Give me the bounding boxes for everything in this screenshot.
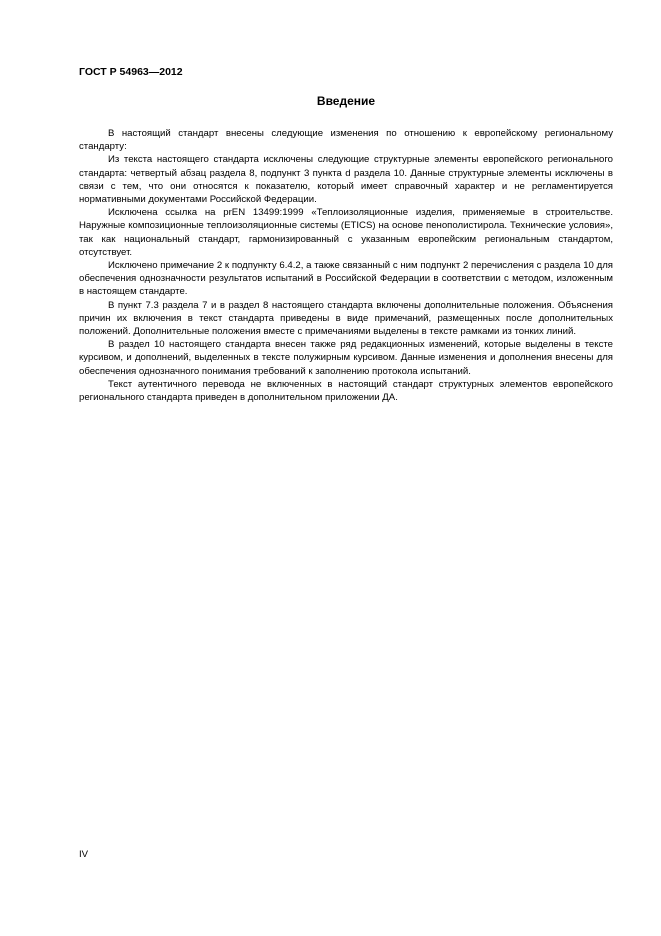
- paragraph: Исключено примечание 2 к подпункту 6.4.2, а также связанный с ним подпункт 2 перечисления с раздела 10 для обеспечения однозначности результатов испытаний в Российской Федерации в соответствии с методом, изложенным в настоящем стандарте.: [79, 260, 613, 298]
- paragraph: Из текста настоящего стандарта исключены следующие структурные элементы европейского регионального стандарта: четвертый абзац раздела 8, подпункт 3 пункта d раздела 10. Данные структурные элементы исключены в связи с тем, что они относятся к показателю, который имеет справочный характер и не регламентируется нормативными документами Российской Федерации.: [79, 154, 613, 206]
- document-code: ГОСТ Р 54963—2012: [79, 66, 183, 78]
- page-title: Введение: [316, 94, 376, 108]
- paragraph: В пункт 7.3 раздела 7 и в раздел 8 настоящего стандарта включены дополнительные положения. Объяснения причин их включения в текст стандарта приведены в виде примечаний, размещенных после дополнительных положений. Дополнительные положения вместе с примечаниями выделены в тексте рамками из тонких линий.: [79, 299, 613, 338]
- paragraph: Исключена ссылка на prEN 13499:1999 «Теплоизоляционные изделия, применяемые в строительстве. Наружные композиционные теплоизоляционные системы (ETICS) на основе пенополистирола. Технические условия», так как национальный стандарт, гармонизированный с указанным европейским региональным стандартом, отсутствует.: [79, 207, 613, 258]
- document-body: [79, 127, 613, 404]
- paragraph: В раздел 10 настоящего стандарта внесен также ряд редакционных изменений, которые выделены в тексте курсивом, и дополнений, выделенных в тексте полужирным курсивом. Данные изменения и дополнения внесены для обеспечения однозначного понимания требований к заполнению протокола испытаний.: [79, 339, 613, 377]
- paragraph: В настоящий стандарт внесены следующие изменения по отношению к европейскому региональному стандарту:: [79, 128, 613, 153]
- page-number: IV: [79, 849, 89, 860]
- paragraph: Текст аутентичного перевода не включенных в настоящий стандарт структурных элементов европейского регионального стандарта приведен в дополнительном приложении ДА.: [79, 378, 613, 404]
